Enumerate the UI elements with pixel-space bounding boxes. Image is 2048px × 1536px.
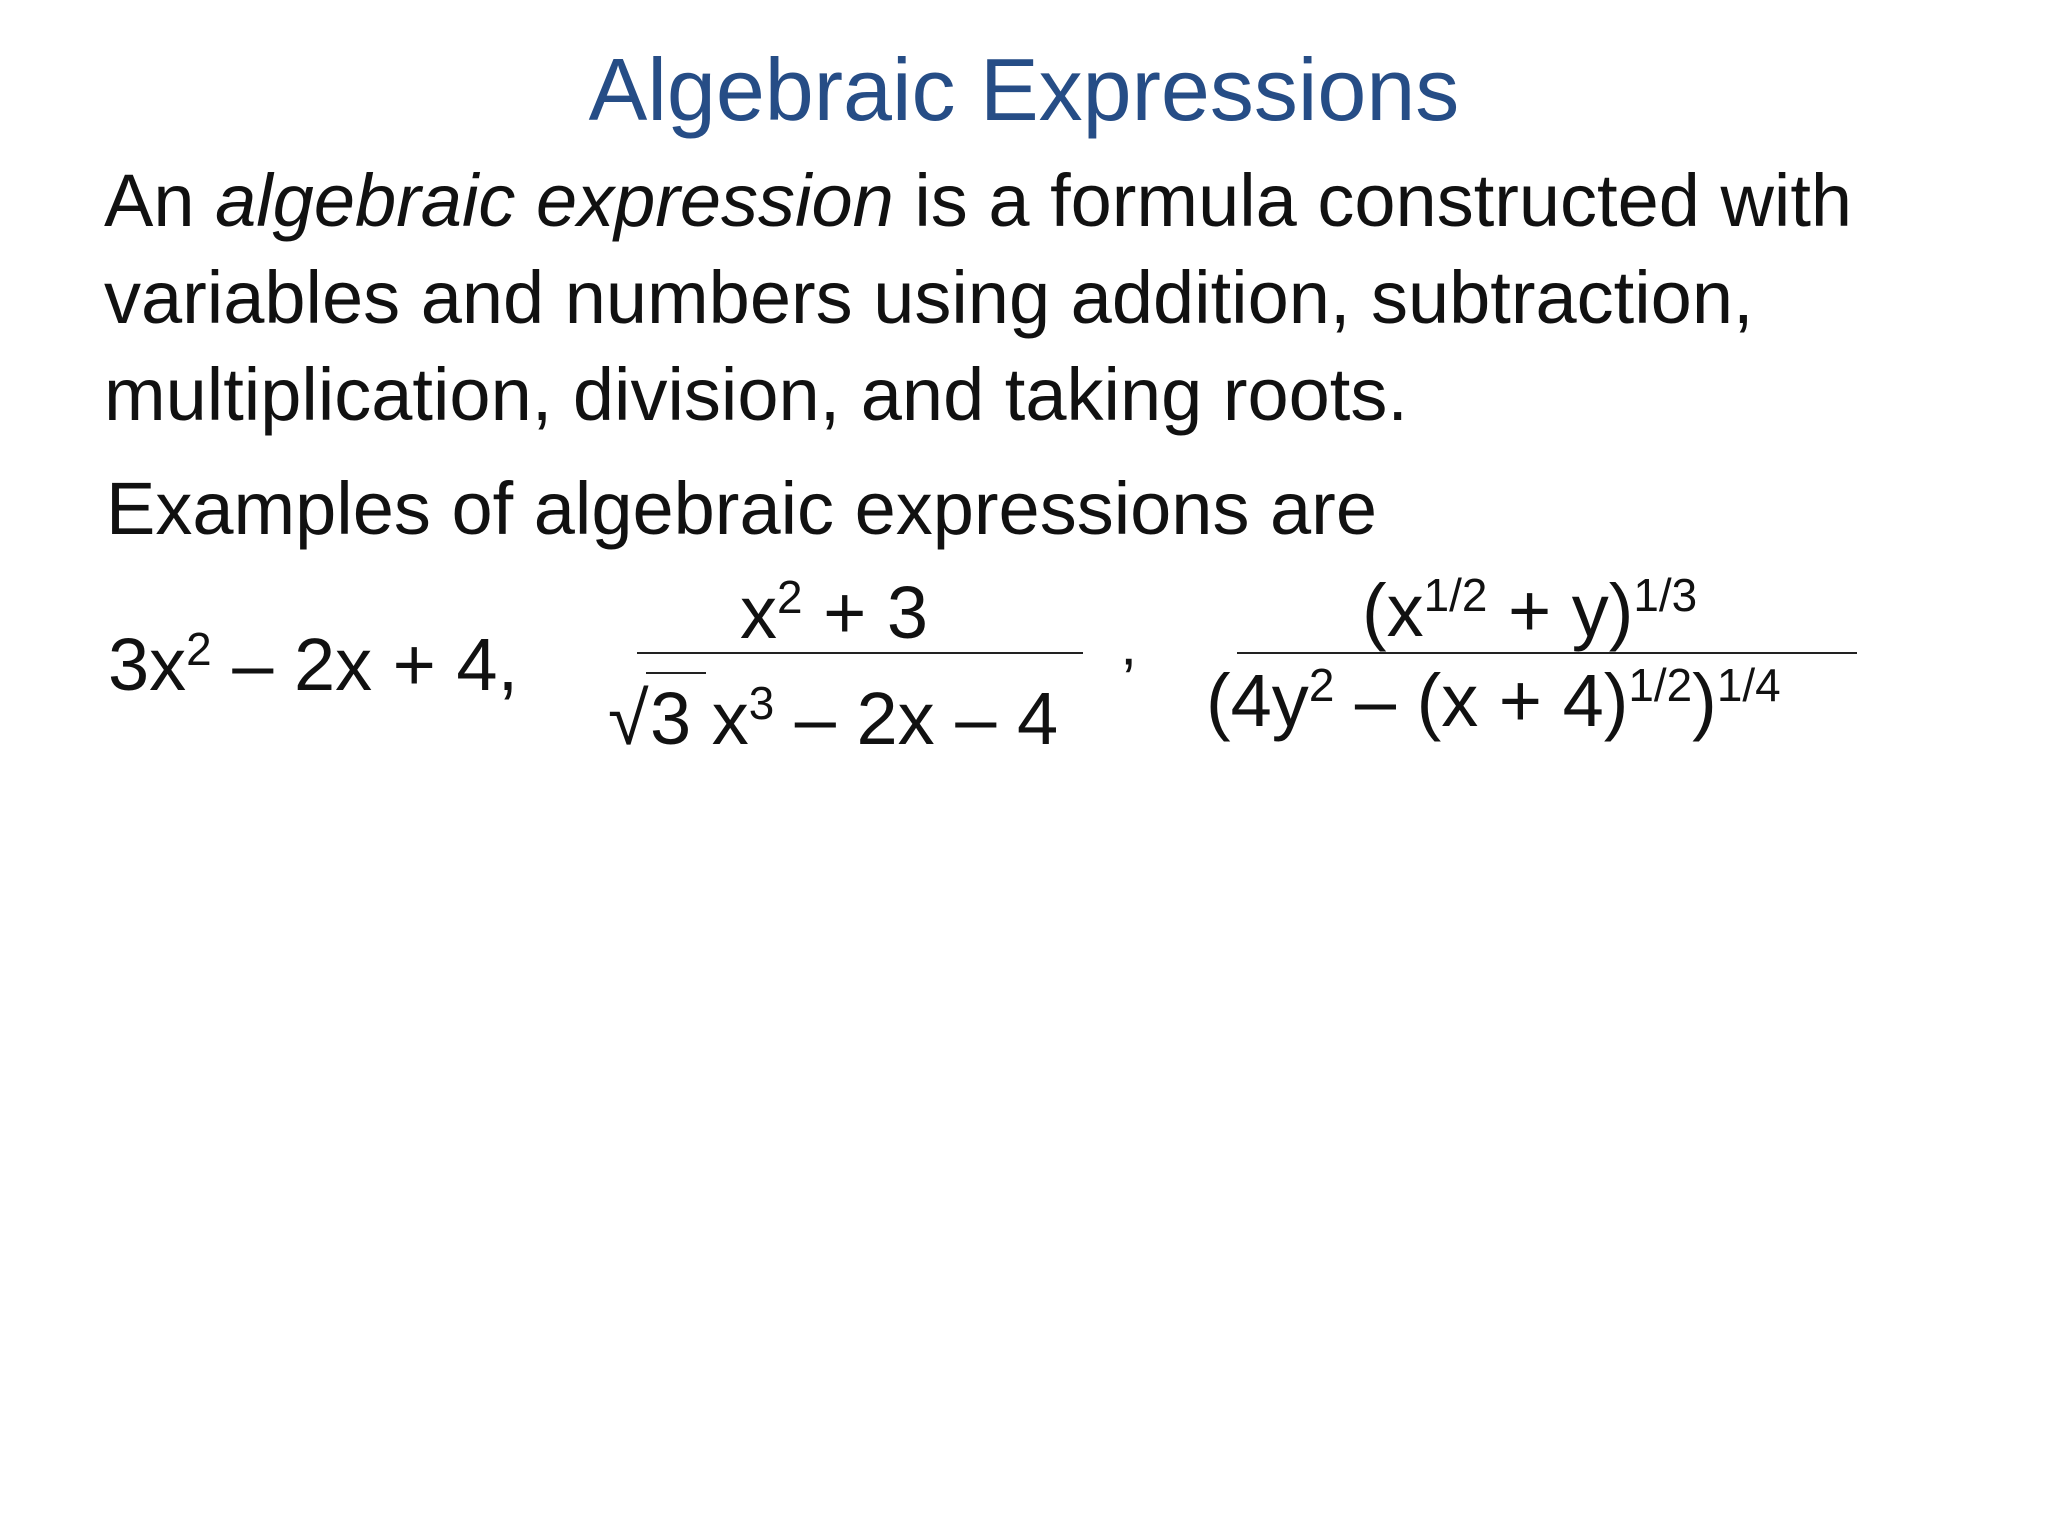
expr2-den-rest: – 2x – 4 <box>774 677 1059 760</box>
expr3-num-exp2: 1/3 <box>1633 568 1698 621</box>
radical-sign: √ <box>608 677 649 760</box>
example-root-numerator <box>1362 568 1698 652</box>
example-root-denominator <box>1206 658 1781 742</box>
slide-title: Algebraic Expressions <box>588 40 1460 139</box>
expr3-den-exp1: 2 <box>1308 658 1335 711</box>
definition-suffix: is a formula constructed with variables and numbers using addition, subtraction, multiplication, division, and taking roots. <box>104 159 1853 436</box>
fraction-bar <box>637 652 1083 654</box>
expr2-num-base: x <box>740 571 777 654</box>
expr3-den-exp3: 1/4 <box>1716 658 1781 711</box>
separator-comma: ’ <box>1122 646 1136 713</box>
expr3-den-exp2: 1/2 <box>1628 658 1693 711</box>
expr2-den-term: 3 x <box>650 677 749 760</box>
example-polynomial <box>108 622 519 706</box>
expr3-num-b: + y) <box>1487 569 1634 652</box>
expr3-den-b: – (x + 4) <box>1334 659 1629 742</box>
definition-prefix: An <box>104 159 216 242</box>
example-rational-denominator <box>650 676 1059 760</box>
expr1-rest: – 2x + 4, <box>211 623 519 706</box>
example-rational-numerator <box>740 570 929 654</box>
expr3-den-a: (4y <box>1206 659 1309 742</box>
expr1-exponent: 2 <box>186 622 212 675</box>
radical-vinculum <box>646 672 706 674</box>
expr3-den-c: ) <box>1692 659 1717 742</box>
expr3-num-exp1: 1/2 <box>1423 568 1488 621</box>
expr2-num-exponent: 2 <box>777 570 803 623</box>
expr3-num-a: (x <box>1362 569 1424 652</box>
expr2-den-exponent: 3 <box>748 676 775 729</box>
fraction-bar <box>1237 652 1857 654</box>
definition-paragraph <box>104 152 2024 443</box>
expr2-num-rest: + 3 <box>802 571 929 654</box>
definition-term: algebraic expression <box>215 159 894 242</box>
examples-intro: Examples of algebraic expressions are <box>106 467 1377 550</box>
expr1-term: 3x <box>108 623 187 706</box>
